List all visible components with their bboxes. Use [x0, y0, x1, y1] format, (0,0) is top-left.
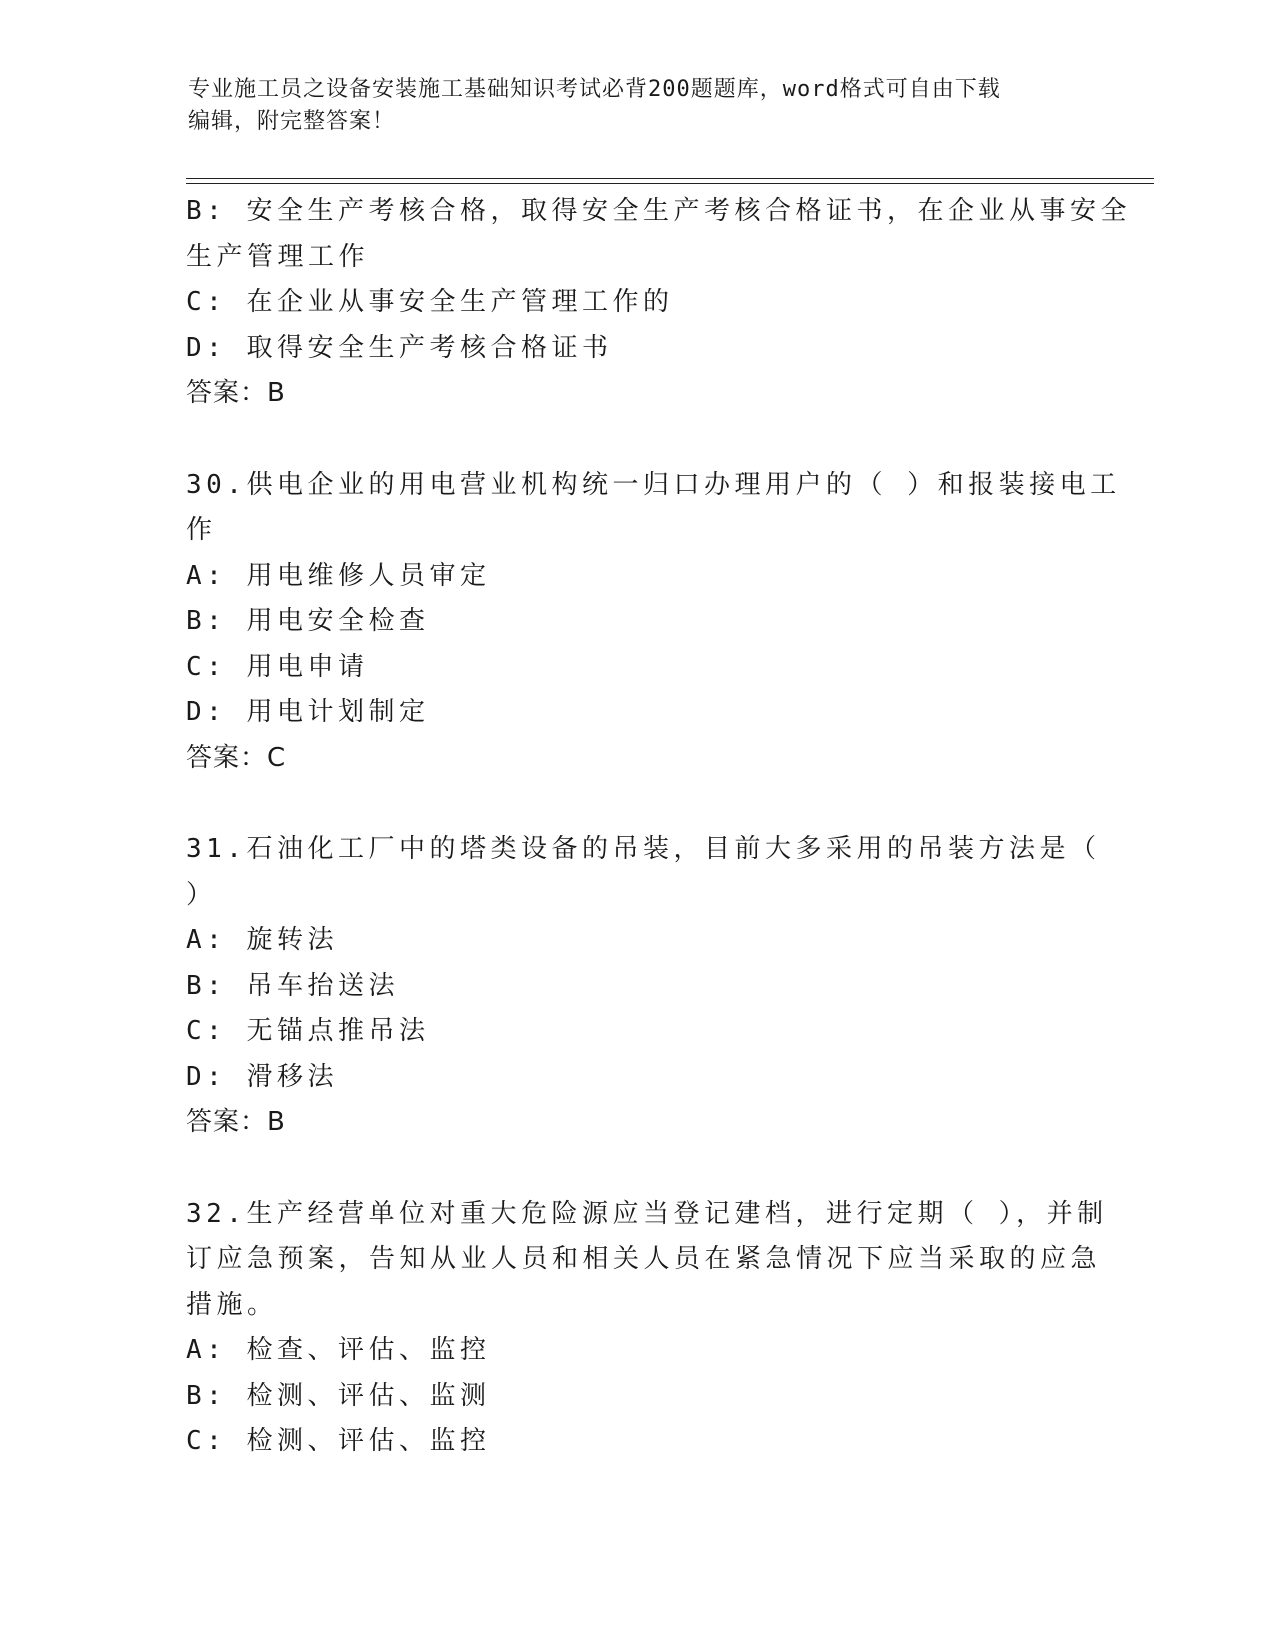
option-c: C: 用电申请	[186, 651, 369, 682]
option-d: D: 用电计划制定	[186, 697, 430, 727]
option-b-line-2: 生产管理工作	[186, 241, 370, 272]
option-c: C: 检测、评估、监控	[186, 1426, 491, 1456]
question-block-31	[186, 827, 1101, 1146]
option-d: D: 取得安全生产考核合格证书	[186, 332, 613, 363]
option-a: A: 旋转法	[186, 925, 338, 955]
option-a: A: 检查、评估、监控	[186, 1335, 491, 1365]
answer: 答案：B	[186, 378, 286, 408]
question-stem-line-1: 31.石油化工厂中的塔类设备的吊装，目前大多采用的吊装方法是（	[186, 834, 1101, 864]
question-list	[186, 189, 1131, 1465]
spacer	[186, 781, 1086, 827]
answer: 答案：B	[186, 1107, 286, 1137]
option-c: C: 在企业从事安全生产管理工作的	[186, 287, 674, 317]
question-stem-line-2: 订应急预案，告知从业人员和相关人员在紧急情况下应当采取的应急	[186, 1244, 1102, 1274]
spacer	[186, 1146, 1086, 1192]
option-d: D: 滑移法	[186, 1061, 338, 1092]
question-stem-line-1: 32.生产经营单位对重大危险源应当登记建档，进行定期（ ），并制	[186, 1198, 1108, 1229]
option-b: B: 检测、评估、监测	[186, 1380, 491, 1411]
option-b-line-1: B: 安全生产考核合格，取得安全生产考核合格证书，在企业从事安全	[186, 196, 1131, 226]
header-title-line-1: 专业施工员之设备安装施工基础知识考试必背200题题库，word格式可自由下载	[188, 77, 1001, 102]
header-divider-top	[186, 178, 1154, 179]
header-divider-bottom	[186, 183, 1154, 184]
option-b: B: 吊车抬送法	[186, 970, 399, 1001]
question-stem-line-2: ）	[186, 879, 217, 910]
question-block-30	[186, 463, 1121, 782]
document-header	[188, 74, 1068, 138]
spacer	[186, 417, 1086, 463]
header-title-line-2: 编辑，附完整答案！	[188, 109, 396, 134]
question-stem-line-2: 作	[186, 515, 217, 545]
option-b: B: 用电安全检查	[186, 606, 430, 636]
option-c: C: 无锚点推吊法	[186, 1016, 430, 1046]
option-a: A: 用电维修人员审定	[186, 560, 491, 591]
answer: 答案：C	[186, 742, 287, 773]
question-stem-line-1: 30.供电企业的用电营业机构统一归口办理用户的（ ）和报装接电工	[186, 469, 1121, 500]
question-stem-line-3: 措施。	[186, 1289, 278, 1320]
question-block-prev	[186, 189, 1131, 417]
question-block-32	[186, 1192, 1108, 1465]
